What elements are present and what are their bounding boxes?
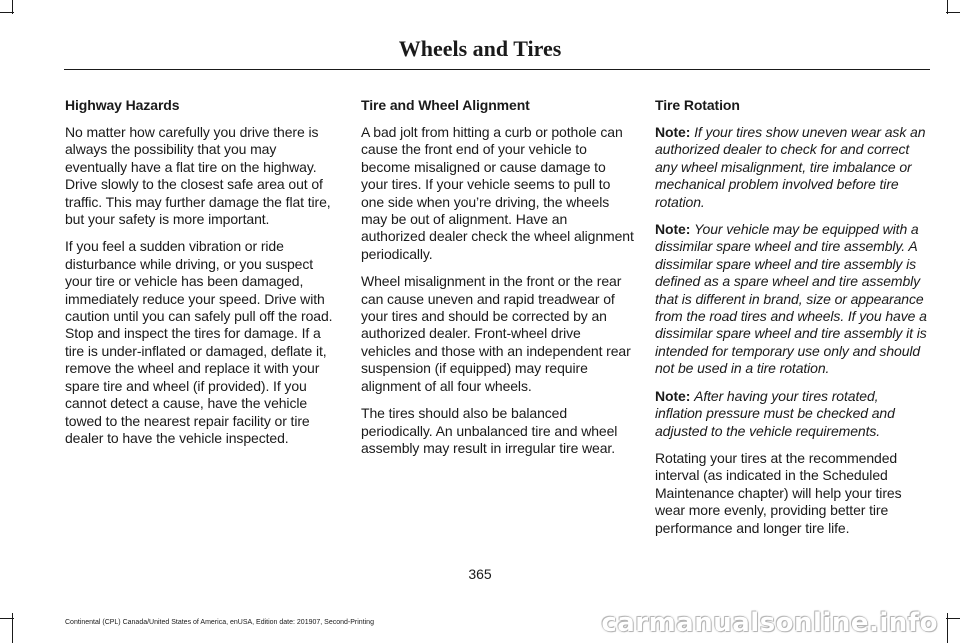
column-highway-hazards [65, 96, 338, 457]
paragraph: The tires should also be balanced periodically. An unbalanced tire and wheel assembly may result in irregular tire wear. [361, 405, 618, 456]
page-title: Wheels and Tires [398, 36, 562, 61]
column-tire-wheel-alignment [361, 96, 634, 467]
note [655, 124, 928, 211]
crop-mark [0, 618, 14, 619]
note-label: Note: [655, 124, 691, 140]
header-divider [64, 69, 930, 70]
note-text: Your vehicle may be equipped with a dissimilar spare wheel and tire assembly. A dissimilar spare wheel and tire assembly is defined as a spare wheel and tire assembly that is different in brand, size or appearance from the road tires and wheels. If you have a dissimilar spare wheel and tire assembly it is intended for temporary use only and should not be used in a tire rotation. [655, 221, 927, 377]
page-number: 365 [468, 566, 492, 582]
note [655, 388, 928, 440]
note [655, 221, 928, 378]
section-heading: Highway Hazards [65, 97, 180, 113]
watermark-logo: carmanualsonline.info [601, 608, 938, 638]
section-heading: Tire Rotation [655, 97, 740, 113]
paragraph: Rotating your tires at the recommended interval (as indicated in the Scheduled Maintenance chapter) will help your tires wear more evenly, providing better tire performance and longer tire life. [655, 449, 902, 536]
crop-mark [0, 12, 14, 13]
note-text: After having your tires rotated, inflation pressure must be checked and adjusted to the vehicle requirements. [655, 387, 895, 439]
crop-mark [946, 12, 960, 13]
note-label: Note: [655, 387, 691, 404]
note-text: If your tires show uneven wear ask an authorized dealer to check for and correct any wheel misalignment, tire imbalance or mechanical problem involved before tire rotation. [655, 124, 926, 210]
note-label: Note: [655, 221, 691, 238]
column-tire-rotation [655, 96, 928, 547]
paragraph: Wheel misalignment in the front or the rear can cause uneven and rapid treadwear of your tires and should be corrected by an authorized dealer. Front-wheel drive vehicles and those with an independent rear suspension (if equipped) may require alignment of all four wheels. [361, 273, 631, 394]
paragraph: No matter how carefully you drive there is always the possibility that you may eventually have a flat tire on the highway. Drive slowly to the closest safe area out of traffic. This may further damage the flat tire, but your safety is more important. [65, 124, 331, 228]
edition-footer: Continental (CPL) Canada/United States of America, enUSA, Edition date: 201907, Second-Printing [65, 619, 374, 626]
paragraph: If you feel a sudden vibration or ride disturbance while driving, or you suspect your tire or vehicle has been damaged, immediately reduce your speed. Drive with caution until you can safely pull off the road. Stop and inspect the tires for damage. If a tire is under-inflated or damaged, deflate it, remove the wheel and replace it with your spare tire and wheel (if provided). If you cannot detect a cause, have the vehicle towed to the nearest repair facility or tire dealer to have the vehicle inspected. [65, 238, 333, 446]
section-heading: Tire and Wheel Alignment [361, 97, 530, 113]
paragraph: A bad jolt from hitting a curb or pothole can cause the front end of your vehicle to become misaligned or cause damage to your tires. If your vehicle seems to pull to one side when you’re driving, the wheels may be out of alignment. Have an authorized dealer check the wheel alignment periodically. [361, 124, 634, 262]
crop-mark [946, 618, 960, 619]
